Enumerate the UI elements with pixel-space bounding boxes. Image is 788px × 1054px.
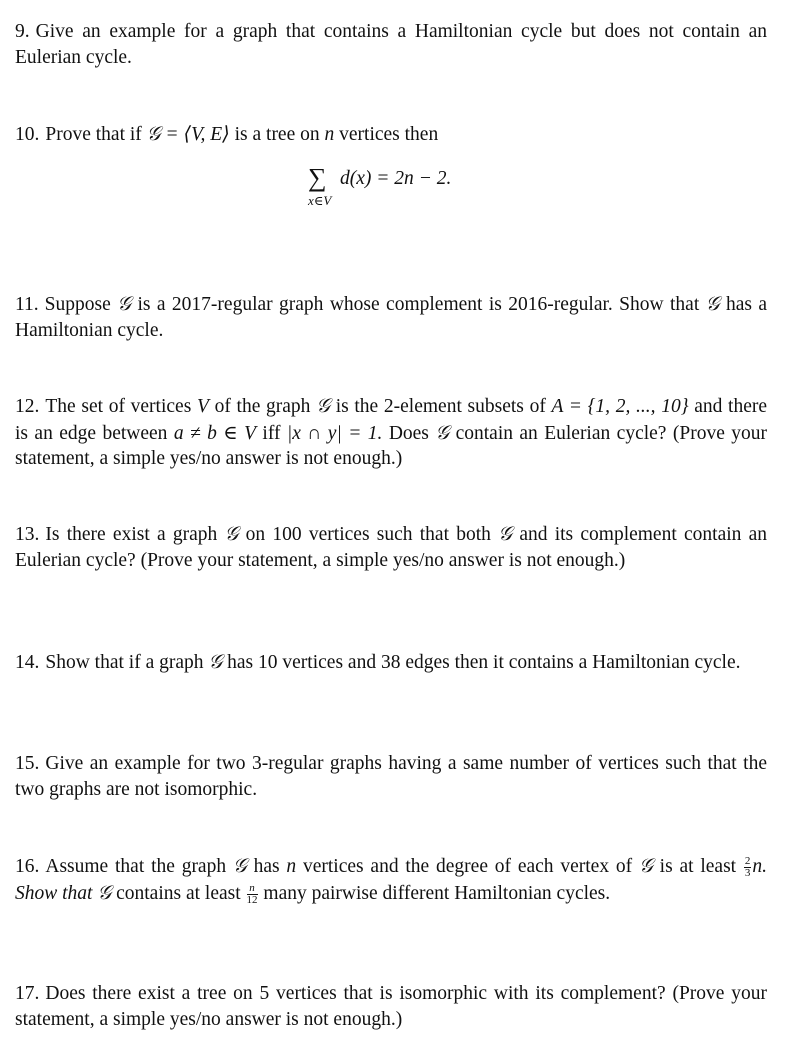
problem-number: 16. (15, 856, 40, 877)
problem-text: Does there exist a tree on 5 vertices that is isomorphic with its complement? (Prove your statement, a simple yes/no answer is not enough.) (15, 983, 767, 1030)
problem-text: has (253, 856, 280, 877)
fraction-denominator: 3 (744, 867, 751, 880)
fraction-n-over-12 (247, 883, 258, 906)
math-expr: n. Show that (15, 856, 768, 904)
problem-text: vertices then (339, 124, 439, 145)
problem-text: and its complement contain an Eulerian cycle? (Prove your statement, a simple yes/no answer is not enough.) (15, 524, 768, 571)
problem-number: 11. (15, 294, 39, 315)
problem-text: Show that if a graph (45, 652, 204, 673)
sum-formula (308, 163, 332, 208)
problem-number: 17. (15, 983, 40, 1004)
problem-text: contains at least (116, 882, 241, 904)
problem-text: iff (262, 422, 281, 444)
problem-number: 10. (15, 124, 40, 145)
math-expr: a ≠ b ∈ V (173, 422, 256, 444)
graph-symbol: 𝒢 (224, 522, 239, 545)
problem-text: Prove that if (45, 124, 142, 145)
math-var: n (324, 124, 335, 145)
math-expr: A = {1, 2, ..., 10} (551, 396, 689, 417)
problem-text: is a 2017-regular graph whose complement is 2016-regular. Show that (137, 294, 700, 315)
problem-text: has a Hamiltonian cycle. (15, 294, 768, 341)
math-expr: |x ∩ y| = 1. (286, 422, 383, 444)
graph-symbol: 𝒢 (498, 522, 513, 545)
problem-text: Does (388, 422, 429, 444)
problem-10 (15, 121, 767, 148)
problem-number: 12. (15, 396, 40, 417)
graph-symbol: 𝒢 (208, 650, 223, 673)
graph-symbol: 𝒢 (435, 420, 450, 444)
math-expr: = ⟨V, E⟩ (165, 124, 230, 145)
fraction-two-thirds (744, 856, 752, 879)
problem-text: many pairwise different Hamiltonian cycles. (263, 882, 611, 904)
problem-text: Suppose (44, 294, 111, 315)
problem-text: is a tree on (234, 124, 320, 145)
problem-15 (15, 751, 767, 802)
graph-symbol: 𝒢 (146, 122, 161, 145)
problem-number: 13. (15, 524, 40, 545)
problem-text: vertices and the degree of each vertex of (302, 856, 633, 877)
problem-9 (15, 19, 767, 70)
problem-11 (15, 291, 767, 343)
problem-12 (15, 393, 767, 472)
problem-number: 14. (15, 652, 40, 673)
problem-text: and there is an edge between (15, 396, 768, 444)
problem-text: The set of vertices (45, 396, 192, 417)
problem-17 (15, 981, 767, 1032)
graph-symbol: 𝒢 (97, 880, 112, 904)
problem-text: contain an Eulerian cycle? (Prove your statement, a simple yes/no answer is not enough.) (15, 422, 767, 469)
problem-text: Give an example for two 3-regular graphs having a same number of vertices such that the two graphs are not isomorphic. (15, 753, 767, 800)
fraction-denominator: 12 (246, 893, 258, 906)
graph-symbol: 𝒢 (117, 292, 132, 315)
graph-symbol: 𝒢 (638, 854, 653, 877)
graph-symbol: 𝒢 (232, 854, 247, 877)
problem-number: 15. (15, 753, 40, 774)
sum-subscript: x∈V (308, 193, 332, 208)
problem-text: Assume that the graph (45, 856, 227, 877)
math-var: V (196, 396, 209, 417)
sum-symbol: ∑ (308, 163, 327, 192)
problem-16 (15, 853, 767, 906)
problem-14 (15, 649, 767, 676)
problem-text: Give an example for a graph that contains a Hamiltonian cycle but does not contain an Eulerian cycle. (15, 21, 767, 68)
fraction-numerator: 2 (744, 855, 751, 868)
math-var: n (286, 856, 297, 877)
problem-text: is at least (659, 856, 737, 877)
fraction-numerator: n (247, 883, 258, 895)
problem-text: has 10 vertices and 38 edges then it contains a Hamiltonian cycle. (227, 652, 741, 673)
problem-13 (15, 521, 767, 573)
problem-text: on 100 vertices such that both (245, 524, 491, 545)
sum-expression: d(x) = 2n − 2. (340, 168, 452, 189)
problem-number: 9. (15, 21, 30, 42)
graph-symbol: 𝒢 (316, 394, 331, 417)
problem-text: of the graph (214, 396, 311, 417)
graph-symbol: 𝒢 (705, 292, 720, 315)
problem-text: is the 2-element subsets of (335, 396, 546, 417)
problem-text: Is there exist a graph (45, 524, 218, 545)
